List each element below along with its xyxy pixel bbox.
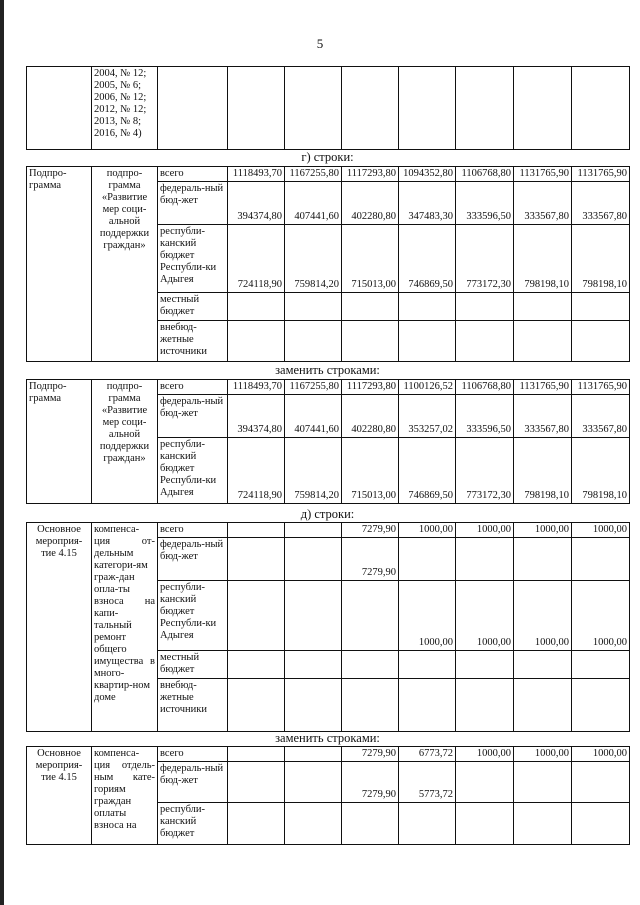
value-cell: 402280,80: [342, 395, 399, 438]
section-d-heading: д) строки:: [300, 507, 355, 521]
source-label: республи-канский бюджет Республи-ки Адыгея: [158, 438, 228, 504]
value-cell: [572, 762, 630, 803]
value-cell: [342, 581, 399, 651]
value-cell: [456, 762, 514, 803]
value-cell: 746869,50: [399, 225, 456, 293]
value-cell: [456, 538, 514, 581]
value-cell: 715013,00: [342, 438, 399, 504]
source-label: всего: [158, 380, 228, 395]
value-cell: 1131765,90: [514, 380, 572, 395]
value-cell: 1167255,80: [285, 167, 342, 182]
value-cell: 402280,80: [342, 182, 399, 225]
value-cell: 773172,30: [456, 225, 514, 293]
value-cell: 759814,20: [285, 225, 342, 293]
value-cell: 1106768,80: [456, 167, 514, 182]
source-label: внебюд-жетные источники: [158, 679, 228, 732]
value-cell: 798198,10: [514, 225, 572, 293]
value-cell: [514, 538, 572, 581]
section-g-replace-heading: заменить строками:: [275, 363, 380, 377]
empty-cell: [27, 67, 92, 150]
value-cell: 7279,90: [342, 762, 399, 803]
scan-edge: [0, 0, 4, 905]
value-cell: 5773,72: [399, 762, 456, 803]
law-refs-cell: 2004, № 12; 2005, № 6; 2006, № 12; 2012, № 12; 2013, № 8; 2016, № 4): [92, 67, 158, 150]
value-cell: 798198,10: [572, 438, 630, 504]
value-cell: 1094352,80: [399, 167, 456, 182]
value-cell: 1118493,70: [228, 167, 285, 182]
value-cell: 1000,00: [572, 523, 630, 538]
value-cell: 798198,10: [572, 225, 630, 293]
page-number: 5: [316, 36, 324, 51]
value-cell: 333567,80: [514, 395, 572, 438]
value-cell: 1131765,90: [572, 380, 630, 395]
source-label: федераль-ный бюд-жет: [158, 538, 228, 581]
source-label: внебюд-жетные источники: [158, 321, 228, 362]
value-cell: [285, 762, 342, 803]
value-cell: 1000,00: [399, 581, 456, 651]
source-label: местный бюджет: [158, 293, 228, 321]
value-cell: 798198,10: [514, 438, 572, 504]
source-label: всего: [158, 167, 228, 182]
source-label: республи-канский бюджет: [158, 803, 228, 845]
value-cell: 715013,00: [342, 225, 399, 293]
value-cell: 773172,30: [456, 438, 514, 504]
value-cell: [228, 523, 285, 538]
value-cell: 759814,20: [285, 438, 342, 504]
value-cell: 1000,00: [514, 747, 572, 762]
value-cell: 1000,00: [456, 581, 514, 651]
value-cell: 1117293,80: [342, 167, 399, 182]
value-cell: [285, 538, 342, 581]
value-cell: 1000,00: [514, 523, 572, 538]
value-cell: [399, 538, 456, 581]
source-label: всего: [158, 523, 228, 538]
value-cell: 6773,72: [399, 747, 456, 762]
source-label: всего: [158, 747, 228, 762]
source-label: федераль-ный бюд-жет: [158, 395, 228, 438]
program-label: Подпро-грамма: [27, 167, 92, 362]
value-cell: [285, 581, 342, 651]
source-label: республи-канский бюджет Республи-ки Адыгея: [158, 581, 228, 651]
section-g-heading: г) строки:: [301, 150, 354, 164]
top-fragment-table: [26, 66, 630, 150]
value-cell: 746869,50: [399, 438, 456, 504]
value-cell: 1131765,90: [572, 167, 630, 182]
value-cell: 1117293,80: [342, 380, 399, 395]
section-g-table: [26, 166, 630, 362]
value-cell: [228, 538, 285, 581]
value-cell: [228, 581, 285, 651]
value-cell: 407441,60: [285, 182, 342, 225]
measure-label: Основное мероприя-тие 4.15: [27, 523, 92, 732]
value-cell: 1000,00: [572, 581, 630, 651]
value-cell: 1100126,52: [399, 380, 456, 395]
measure-name: компенса-ция от-дельным категори-ям граж-дан опла-ты взноса на капи-тальный ремонт общего имущества в много-квартир-ном доме: [92, 523, 158, 732]
section-d-table: [26, 522, 630, 732]
value-cell: 7279,90: [342, 747, 399, 762]
value-cell: 1000,00: [456, 523, 514, 538]
value-cell: 394374,80: [228, 182, 285, 225]
source-label: местный бюджет: [158, 651, 228, 679]
value-cell: 7279,90: [342, 538, 399, 581]
value-cell: 7279,90: [342, 523, 399, 538]
value-cell: [228, 762, 285, 803]
value-cell: 1000,00: [456, 747, 514, 762]
value-cell: [514, 762, 572, 803]
section-d-replace-table: [26, 746, 630, 845]
value-cell: [285, 523, 342, 538]
value-cell: [228, 747, 285, 762]
value-cell: 724118,90: [228, 438, 285, 504]
value-cell: 333596,50: [456, 182, 514, 225]
value-cell: 353257,02: [399, 395, 456, 438]
value-cell: 1131765,90: [514, 167, 572, 182]
program-label: Подпро-грамма: [27, 380, 92, 504]
value-cell: 394374,80: [228, 395, 285, 438]
value-cell: 1000,00: [572, 747, 630, 762]
value-cell: 333567,80: [572, 182, 630, 225]
value-cell: 333596,50: [456, 395, 514, 438]
source-label: федераль-ный бюд-жет: [158, 182, 228, 225]
value-cell: [572, 538, 630, 581]
value-cell: 347483,30: [399, 182, 456, 225]
value-cell: [285, 747, 342, 762]
value-cell: 333567,80: [572, 395, 630, 438]
program-name: подпро-грамма «Развитие мер соци-альной поддержки граждан»: [92, 167, 158, 362]
measure-name: компенса-ция отдель-ным кате-гориям граждан оплаты взноса на: [92, 747, 158, 845]
section-d-replace-heading: заменить строками:: [275, 731, 380, 745]
value-cell: 1106768,80: [456, 380, 514, 395]
value-cell: 407441,60: [285, 395, 342, 438]
value-cell: 1000,00: [514, 581, 572, 651]
value-cell: 1167255,80: [285, 380, 342, 395]
value-cell: 1118493,70: [228, 380, 285, 395]
program-name: подпро-грамма «Развитие мер соци-альной поддержки граждан»: [92, 380, 158, 504]
source-label: федераль-ный бюд-жет: [158, 762, 228, 803]
source-label: республи-канский бюджет Республи-ки Адыгея: [158, 225, 228, 293]
section-g-replace-table: [26, 379, 630, 504]
value-cell: 1000,00: [399, 523, 456, 538]
value-cell: 333567,80: [514, 182, 572, 225]
measure-label: Основное мероприя-тие 4.15: [27, 747, 92, 845]
value-cell: 724118,90: [228, 225, 285, 293]
